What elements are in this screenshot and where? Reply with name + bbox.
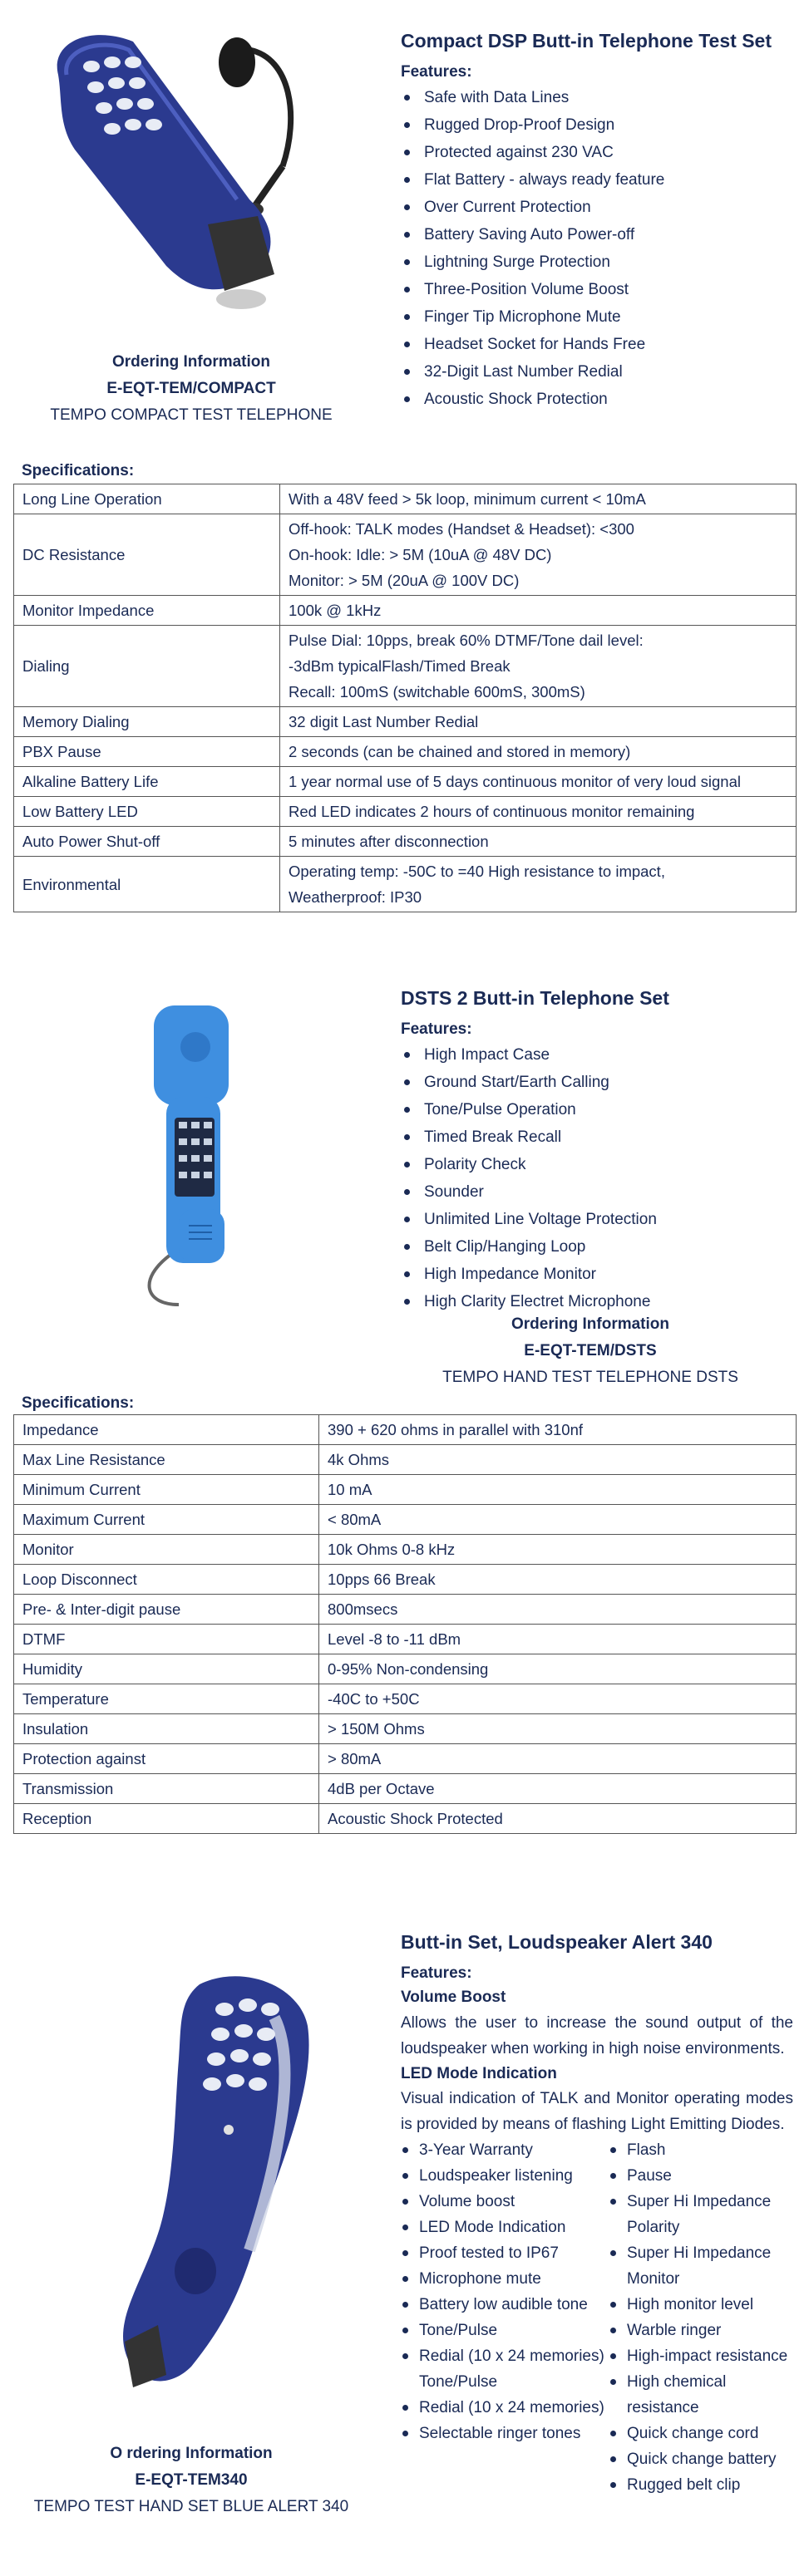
spec-name: DC Resistance xyxy=(14,514,280,596)
spec-name: Loop Disconnect xyxy=(14,1565,319,1595)
spec-value-line: Monitor: > 5M (20uA @ 100V DC) xyxy=(289,572,520,589)
spec-name: DTMF xyxy=(14,1625,319,1654)
table-row xyxy=(14,626,797,707)
features-list xyxy=(401,1041,792,1315)
spec-name: PBX Pause xyxy=(14,737,280,767)
product-dsts xyxy=(0,981,809,1895)
spec-value: 390 + 620 ohms in parallel with 310nf xyxy=(319,1415,797,1445)
spec-name: Max Line Resistance xyxy=(14,1445,319,1475)
spec-value-line: 2 seconds (can be chained and stored in memory) xyxy=(289,743,631,760)
feature-item: Rugged belt clip xyxy=(609,2472,793,2498)
table-row xyxy=(14,1804,797,1834)
alert340-ordering-info xyxy=(25,2441,358,2520)
product-code: E-EQT-TEM/COMPACT xyxy=(106,380,276,397)
feature-item: Redial (10 x 24 memories) xyxy=(401,2395,609,2421)
spec-value-line: 100k @ 1kHz xyxy=(289,602,382,619)
feature-item: Tone/Pulse Operation xyxy=(401,1096,792,1123)
feature-item: Battery Saving Auto Power-off xyxy=(401,221,792,248)
dsts-ordering-info xyxy=(432,1311,748,1391)
feature-item: 3-Year Warranty xyxy=(401,2137,609,2163)
table-row xyxy=(14,1505,797,1535)
spec-value: -40C to +50C xyxy=(319,1684,797,1714)
product-title: DSTS 2 Butt-in Telephone Set xyxy=(401,987,669,1009)
spec-name: Temperature xyxy=(14,1684,319,1714)
feature-item: High Impedance Monitor xyxy=(401,1261,792,1288)
table-row xyxy=(14,737,797,767)
feature-item: Warble ringer xyxy=(609,2318,793,2343)
feature-item: 32-Digit Last Number Redial xyxy=(401,358,792,386)
feature-item: Acoustic Shock Protection xyxy=(401,386,792,413)
feature-item: Headset Socket for Hands Free xyxy=(401,331,792,358)
features-label: Features: xyxy=(401,1020,472,1038)
feature-item: Redial (10 x 24 memories) Tone/Pulse xyxy=(401,2343,609,2395)
spec-name: Environmental xyxy=(14,857,280,912)
spec-value: 10pps 66 Break xyxy=(319,1565,797,1595)
alert340-features xyxy=(401,1928,793,2498)
table-row xyxy=(14,827,797,857)
spec-value-line: With a 48V feed > 5k loop, minimum current < 10mA xyxy=(289,490,646,508)
table-row xyxy=(14,1565,797,1595)
table-row xyxy=(14,596,797,626)
table-row xyxy=(14,484,797,514)
feature-item: LED Mode Indication xyxy=(401,2215,609,2240)
table-row xyxy=(14,1595,797,1625)
ordering-label: O rdering Information xyxy=(110,2445,273,2462)
feature-columns xyxy=(401,2137,793,2498)
volume-boost-text: Allows the user to increase the sound output of the loudspeaker when working in high noise environments. xyxy=(401,2013,793,2057)
spec-name: Dialing xyxy=(14,626,280,707)
spec-value-line: Red LED indicates 2 hours of continuous monitor remaining xyxy=(289,803,695,820)
spec-value-line: Recall: 100mS (switchable 600mS, 300mS) xyxy=(289,683,585,701)
spec-name: Alkaline Battery Life xyxy=(14,767,280,797)
table-row xyxy=(14,1744,797,1774)
spec-name: Reception xyxy=(14,1804,319,1834)
product-name: TEMPO HAND TEST TELEPHONE DSTS xyxy=(442,1369,738,1386)
feature-item: High chemical resistance xyxy=(609,2369,793,2421)
compact-spec-table xyxy=(13,484,797,912)
spec-name: Auto Power Shut-off xyxy=(14,827,280,857)
feature-item: Over Current Protection xyxy=(401,194,792,221)
feature-item: Flash xyxy=(609,2137,793,2163)
features-label: Features: xyxy=(401,62,472,81)
feature-item: Tone/Pulse xyxy=(401,2318,609,2343)
feature-item: Safe with Data Lines xyxy=(401,84,792,111)
table-row xyxy=(14,1535,797,1565)
dsts-phone-image xyxy=(129,1005,279,1313)
product-alert340 xyxy=(0,1911,809,2576)
feature-item: Volume boost xyxy=(401,2189,609,2215)
spec-value: > 150M Ohms xyxy=(319,1714,797,1744)
alert340-phone-image xyxy=(100,1968,316,2400)
spec-name: Monitor xyxy=(14,1535,319,1565)
features-list xyxy=(401,84,792,413)
spec-name: Pre- & Inter-digit pause xyxy=(14,1595,319,1625)
compact-features xyxy=(401,27,792,413)
spec-name: Monitor Impedance xyxy=(14,596,280,626)
led-mode-text: Visual indication of TALK and Monitor operating modes is provided by means of flashing Light Emitting Diodes. xyxy=(401,2089,793,2133)
spec-value-line: Weatherproof: IP30 xyxy=(289,888,422,906)
table-row xyxy=(14,1475,797,1505)
specifications-label: Specifications: xyxy=(22,1394,135,1412)
ordering-label: Ordering Information xyxy=(112,353,270,371)
spec-value: 10k Ohms 0-8 kHz xyxy=(319,1535,797,1565)
compact-ordering-info xyxy=(33,349,349,429)
feature-item: Loudspeaker listening xyxy=(401,2163,609,2189)
ordering-label: Ordering Information xyxy=(511,1315,669,1333)
spec-name: Impedance xyxy=(14,1415,319,1445)
spec-value-line: Operating temp: -50C to =40 High resistance to impact, xyxy=(289,863,665,880)
spec-value xyxy=(280,827,797,857)
feature-item: Ground Start/Earth Calling xyxy=(401,1069,792,1096)
feature-item: Super Hi Impedance Polarity xyxy=(609,2189,793,2240)
product-title: Compact DSP Butt-in Telephone Test Set xyxy=(401,30,772,52)
product-title: Butt-in Set, Loudspeaker Alert 340 xyxy=(401,1931,713,1953)
volume-boost-heading: Volume Boost xyxy=(401,1989,506,2007)
dsts-features xyxy=(401,984,792,1315)
spec-value-line: Off-hook: TALK modes (Handset & Headset): <300 xyxy=(289,520,634,538)
table-row xyxy=(14,857,797,912)
compact-phone-image xyxy=(42,25,316,324)
spec-value xyxy=(280,737,797,767)
feature-item: Battery low audible tone xyxy=(401,2292,609,2318)
feature-item: Timed Break Recall xyxy=(401,1123,792,1151)
spec-value-line: 5 minutes after disconnection xyxy=(289,833,489,850)
feature-item: Sounder xyxy=(401,1178,792,1206)
dsts-spec-table xyxy=(13,1414,797,1834)
table-row xyxy=(14,1684,797,1714)
spec-name: Low Battery LED xyxy=(14,797,280,827)
feature-item: Super Hi Impedance Monitor xyxy=(609,2240,793,2292)
spec-value-line: 32 digit Last Number Redial xyxy=(289,713,479,730)
spec-value: < 80mA xyxy=(319,1505,797,1535)
spec-value xyxy=(280,514,797,596)
feature-item: High Impact Case xyxy=(401,1041,792,1069)
spec-value-line: On-hook: Idle: > 5M (10uA @ 48V DC) xyxy=(289,546,552,563)
table-row xyxy=(14,1415,797,1445)
feature-item: Microphone mute xyxy=(401,2266,609,2292)
table-row xyxy=(14,1774,797,1804)
feature-item: Quick change battery xyxy=(609,2446,793,2472)
feature-list-right xyxy=(609,2137,793,2498)
spec-value: Acoustic Shock Protected xyxy=(319,1804,797,1834)
spec-value: 4dB per Octave xyxy=(319,1774,797,1804)
feature-item: High-impact resistance xyxy=(609,2343,793,2369)
table-row xyxy=(14,1714,797,1744)
spec-name: Memory Dialing xyxy=(14,707,280,737)
table-row xyxy=(14,1654,797,1684)
product-compact xyxy=(0,0,809,939)
feature-item: Selectable ringer tones xyxy=(401,2421,609,2446)
spec-name: Insulation xyxy=(14,1714,319,1744)
spec-value: 4k Ohms xyxy=(319,1445,797,1475)
spec-value xyxy=(280,626,797,707)
feature-item: Polarity Check xyxy=(401,1151,792,1178)
spec-value-line: Pulse Dial: 10pps, break 60% DTMF/Tone dail level: xyxy=(289,632,644,649)
feature-item: High monitor level xyxy=(609,2292,793,2318)
spec-name: Humidity xyxy=(14,1654,319,1684)
spec-value: 800msecs xyxy=(319,1595,797,1625)
product-name: TEMPO COMPACT TEST TELEPHONE xyxy=(50,406,333,424)
feature-item: Proof tested to IP67 xyxy=(401,2240,609,2266)
led-mode-heading: LED Mode Indication xyxy=(401,2064,557,2082)
spec-value: 10 mA xyxy=(319,1475,797,1505)
table-row xyxy=(14,1445,797,1475)
table-row xyxy=(14,1625,797,1654)
table-row xyxy=(14,707,797,737)
spec-value xyxy=(280,767,797,797)
feature-item: Belt Clip/Hanging Loop xyxy=(401,1233,792,1261)
spec-name: Long Line Operation xyxy=(14,484,280,514)
spec-name: Protection against xyxy=(14,1744,319,1774)
spec-value xyxy=(280,857,797,912)
table-row xyxy=(14,514,797,596)
spec-value-line: -3dBm typicalFlash/Timed Break xyxy=(289,657,511,675)
spec-value xyxy=(280,797,797,827)
product-name: TEMPO TEST HAND SET BLUE ALERT 340 xyxy=(33,2498,349,2515)
product-code: E-EQT-TEM/DSTS xyxy=(524,1342,657,1359)
feature-item: High Clarity Electret Microphone xyxy=(401,1288,792,1315)
spec-name: Maximum Current xyxy=(14,1505,319,1535)
feature-item: Rugged Drop-Proof Design xyxy=(401,111,792,139)
table-row xyxy=(14,767,797,797)
feature-item: Three-Position Volume Boost xyxy=(401,276,792,303)
spec-value: > 80mA xyxy=(319,1744,797,1774)
spec-value-line: 1 year normal use of 5 days continuous monitor of very loud signal xyxy=(289,773,741,790)
table-row xyxy=(14,797,797,827)
feature-item: Quick change cord xyxy=(609,2421,793,2446)
feature-item: Finger Tip Microphone Mute xyxy=(401,303,792,331)
spec-value: Level -8 to -11 dBm xyxy=(319,1625,797,1654)
features-label: Features: xyxy=(401,1964,472,1982)
spec-value: 0-95% Non-condensing xyxy=(319,1654,797,1684)
spec-value xyxy=(280,484,797,514)
feature-item: Flat Battery - always ready feature xyxy=(401,166,792,194)
spec-value xyxy=(280,596,797,626)
spec-value xyxy=(280,707,797,737)
feature-list-left xyxy=(401,2137,609,2498)
specifications-label: Specifications: xyxy=(22,462,135,479)
feature-item: Protected against 230 VAC xyxy=(401,139,792,166)
spec-name: Transmission xyxy=(14,1774,319,1804)
feature-item: Lightning Surge Protection xyxy=(401,248,792,276)
feature-item: Pause xyxy=(609,2163,793,2189)
product-code: E-EQT-TEM340 xyxy=(135,2471,248,2489)
feature-item: Unlimited Line Voltage Protection xyxy=(401,1206,792,1233)
spec-name: Minimum Current xyxy=(14,1475,319,1505)
